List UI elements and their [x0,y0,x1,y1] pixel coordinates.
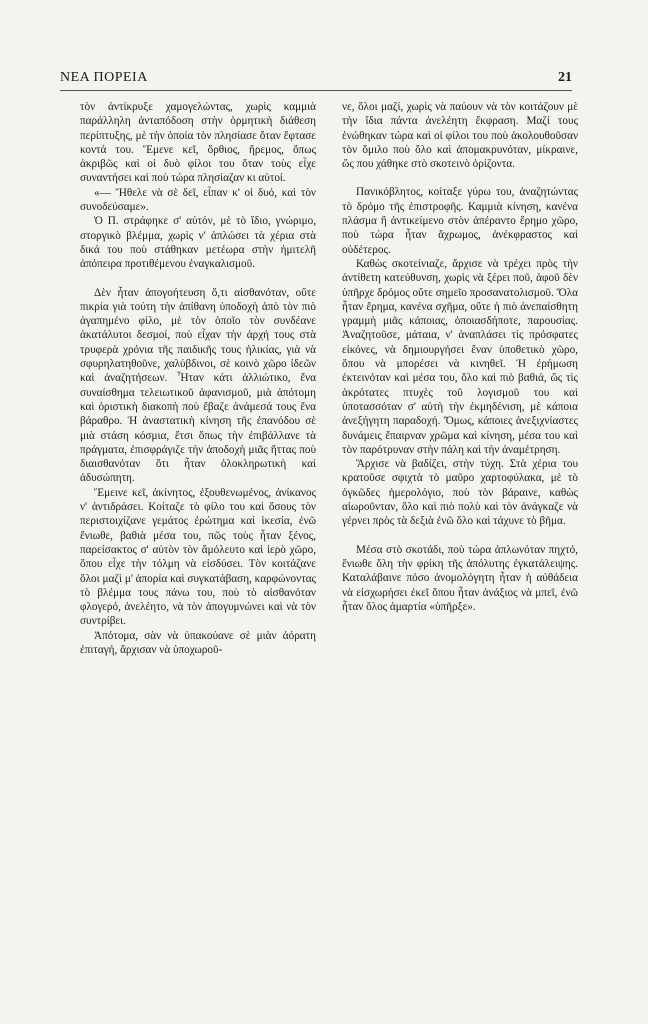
journal-title: ΝΕΑ ΠΟΡΕΙΑ [60,70,148,85]
page-header [60,70,572,86]
paragraph: Καθὼς σκοτείνιαζε, ἄρχισε νὰ τρέχει πρὸς τὴν ἀντίθετη κατεύθυνση, χωρὶς νὰ ξέρει ποῦ, ἀφοῦ δὲν ὑπῆρχε δρόμος οὔτε σημεῖο προσανατολισμοῦ. Ὅλα ἦταν ἔρημα, κανένα σχῆμα, οὔτε ἡ πιὸ ἀνεπαίσθητη γραμμὴ μιᾶς κάποιας, ὁποιασδήποτε, παρουσίας. Ἀναζητοῦσε, μάταια, ν' ἀναπλάσει τὶς πρόσφατες εἰκόνες, νὰ δημιουργήσει ἕναν ὑποθετικὸ χῶρο, ὅπου νὰ μπορέσει νὰ κινηθεῖ. Ἡ ἐρήμωση ἐκτεινόταν καὶ μέσα του, ὅλο καὶ πιὸ βαθιά, ὥς τὶς ἀκρότατες πτυχὲς τοῦ λογισμοῦ του καὶ ὑποτασσόταν σ' αὐτὴ τὴν ἐκμηδένιση, μὲ κάποια ἀνεξήγητη παραδοχή. Ὅμως, κάποιες ἀνεξιχνίαστες δυνάμεις ἔπαιρναν χρῶμα καὶ κίνηση, μέσα του καὶ τὸν παρότρυναν στὴν πάλη καὶ τὴν ἀναμέτρηση. [342,257,578,456]
header-rule [60,90,572,91]
paragraph: τὸν ἀντίκρυξε χαμογελώντας, χωρὶς καμμιὰ παράλληλη ἀνταπόδοση στὴν ὁρμητικὴ διάθεση περίπτυξης, μὲ τὴν ὁποία τὸν πλησίασε ὅταν ἔφτασε κοντά του. Ἔμενε κεῖ, ὄρθιος, ἤρεμος, ὅπως ἀκριβῶς καὶ οἱ δυὸ φίλοι του ὅταν τοὺς εἶχε συναντήσει καὶ ποὺ τώρα πλησίαζαν κι αὐτοί. [80,101,316,185]
paragraph: Ἔμεινε κεῖ, ἀκίνητος, ἐξουθενωμένος, ἀνίκανος ν' ἀντιδράσει. Κοίταζε τὸ φίλο του καὶ ὅσους τὸν περιστοιχίζανε γεμάτος ἐρώτημα καὶ ἱκεσία, ἐνῶ ἔνιωθε, βαθιὰ μέσα του, πῶς τοὺς ἦταν ξένος, παρείσακτος σ' αὐτὸν τὸν ἄμόλευτο καὶ ἱερὸ χῶρο, ὅπου εἶχε τὴν τόλμη νὰ εἰσδύσει. Τὸν κοιτάζανε ὅλοι μαζὶ μ' ἀπορία καὶ συγκατάβαση, καρφώνοντας τὸ βλέμμα τους πάνω του, ποὺ τὸ αἰσθανόταν φλογερό, ἀνελέητο, νὰ τὸν ἀπογυμνώνει καὶ νὰ τὸν συντρίβει. [80,486,316,628]
right-column [342,100,578,614]
paragraph: Μέσα στὸ σκοτάδι, ποὺ τώρα ἁπλωνόταν πηχτό, ἔνιωθε ὅλη τὴν φρίκη τῆς ἀπόλυτης ἐγκατάλειψης. Καταλάβαινε πόσο ἀνομολόγητη ἦταν ἡ αὐθάδεια νὰ εἰσχωρήσει ἐκεῖ ὅπου ἦταν ἀνάξιος νὰ μπεῖ, ἐνῶ ἦταν ὅλος ἁμαρτία «ὑπῆρξε». [342,543,578,613]
paragraph: «— Ἤθελε νὰ σὲ δεῖ, εἶπαν κ' οἱ δυό, καὶ τὸν συνοδεύσαμε». [80,186,316,214]
left-column [80,100,316,657]
paragraph: Δὲν ἦταν ἀπογοήτευση ὅ,τι αἰσθανόταν, οὔτε πικρία γιὰ τούτη τὴν ἀπίθανη ὑποδοχὴ ἀπὸ τὸν πιὸ ἀγαπημένο φίλο, μὲ τὸν ὁποῖο τὸν συνδέανε ἀκατάλυτοι δεσμοί, ποὺ εἶχαν τὴν ἀρχή τους στὰ τρυφερὰ χρόνια τῆς παιδικῆς τους ἡλικίας, γιὰ νὰ σφυρηλατηθοῦνε, χαλύβδινοι, σὲ κοινὸ χῶρο ἰδεῶν καὶ ἀναζητήσεων. Ἦταν κάτι ἀλλιώτικο, ἕνα συναίσθημα τελειωτικοῦ ἀφανισμοῦ, μιὰ ἀπότομη καὶ ὁριστικὴ διακοπὴ ποὺ ἔβαζε ἀνάμεσά τους ἕνα βάραθρο. Ἡ ἀναστατικὴ κίνηση τῆς ἐπανόδου σὲ μιὰ στάση κόσμια, ἔτσι ὅπως τὴν ἐπιβάλλανε τὰ πράγματα, ἐπισφράγιζε τὴν ἀποδοχὴ μιᾶς ἥττας ποὺ διαισθανόταν ὅτι ἦταν ὁλοκληρωτικὴ καὶ ἀδυσώπητη. [80,286,316,485]
paragraph: Ἄρχισε νὰ βαδίζει, στὴν τύχη. Στὰ χέρια του κρατοῦσε σφιχτὰ τὸ μαῦρο χαρτοφύλακα, μὲ τὸ ὀγκῶδες ἡμερολόγιο, ποὺ τὸν βάραινε, καθὼς αἰωροῦνταν, ὅλο καὶ πιὸ πολὺ καὶ τὸν ἀνάγκαζε νὰ γέρνει πρὸς τὰ δεξιὰ ἐνῶ ὅλο καὶ τάχυνε τὸ βῆμα. [342,458,578,528]
paragraph: Ὁ Π. στράφηκε σ' αὐτόν, μὲ τὸ ἴδιο, γνώριμο, στοργικὸ βλέμμα, χωρὶς ν' ἁπλώσει τὰ χέρια στὰ δικά του ποὺ στάθηκαν μετέωρα στὴν ἡμιτελῆ ἀπόπειρα προτιθέμενου ἐναγκαλισμοῦ. [80,215,316,271]
page-number: 21 [558,70,572,85]
paragraph: νε, ὅλοι μαζί, χωρὶς νὰ παύουν νὰ τὸν κοιτάζουν μὲ τὴν ἴδια πάντα ἀνελέητη ἔκφραση. Μαζί τους ἑνώθηκαν τώρα καὶ οἱ φίλοι του ποὺ ἀκολουθοῦσαν τὸν ὅμιλο ποὺ ὅλο καὶ ἀπομακρυνόταν, μίκραινε, ὥς που χάθηκε στὸ σκοτεινὸ ὁρίζοντα. [342,101,578,171]
paragraph: Πανικόβλητος, κοίταξε γύρω του, ἀναζητώντας τὸ δρόμο τῆς ἐπιστροφῆς. Καμμιὰ κίνηση, κανένα πλάσμα ἢ ἀντικείμενο στὸν ἀπέραντο ἔρημο χῶρο, ποὺ τώρα ἦταν ἄχρωμος, ἀνέκφραστος καὶ οὐδέτερος. [342,186,578,256]
paragraph: Ἀπότομα, σὰν νὰ ὑπακούανε σὲ μιὰν ἀόρατη ἐπιταγή, ἄρχισαν νὰ ὑποχωροῦ- [80,629,316,656]
